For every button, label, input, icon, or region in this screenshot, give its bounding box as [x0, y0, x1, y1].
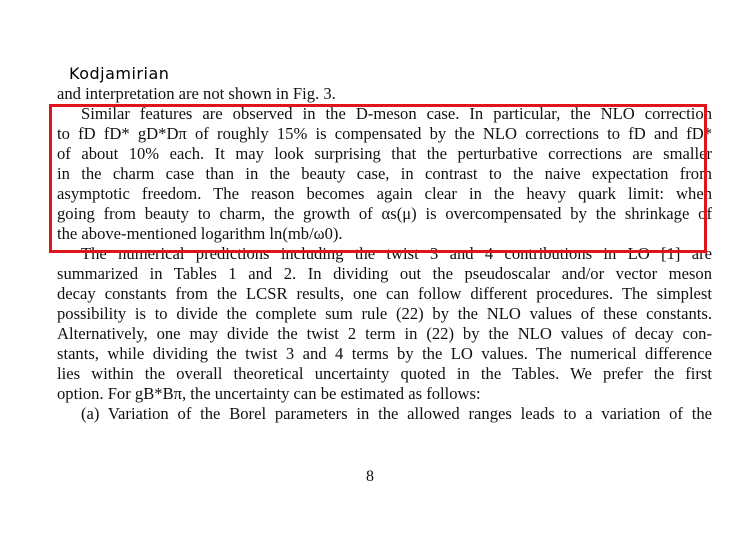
page-number: 8 [366, 468, 374, 485]
text-line: decay constants from the LCSR results, one can follow different procedures. The simplest [57, 284, 712, 303]
text-line: the above-mentioned logarithm ln(mb/ω0). [57, 224, 343, 243]
text-line: summarized in Tables 1 and 2. In dividing out the pseudoscalar and/or vector meson [57, 264, 712, 283]
text-line: asymptotic freedom. The reason becomes again clear in the heavy quark limit: when [57, 184, 712, 203]
text-line: lies within the overall theoretical uncertainty quoted in the Tables. We prefer the first [57, 364, 712, 383]
text-line: to fD fD* gD*Dπ of roughly 15% is compensated by the NLO corrections to fD and fD* [57, 124, 712, 143]
text-line: Alternatively, one may divide the twist 2 term in (22) by the NLO values of decay con- [57, 324, 712, 343]
paragraph-dmeson [57, 104, 712, 244]
text-line: of about 10% each. It may look surprising that the perturbative corrections are smaller [57, 144, 712, 163]
author-label: Kodjamirian [69, 64, 170, 83]
paragraph-numerical [57, 244, 712, 404]
text-line: option. For gB*Bπ, the uncertainty can be estimated as follows: [57, 384, 481, 403]
text-line: in the charm case than in the beauty case, in contrast to the naive expectation from [57, 164, 712, 183]
list-item-a [57, 404, 712, 424]
text-line: The numerical predictions including the twist 3 and 4 contributions in LO [1] are [81, 244, 712, 263]
text-line: Similar features are observed in the D-meson case. In particular, the NLO correction [81, 104, 712, 123]
text-line: (a) Variation of the Borel parameters in the allowed ranges leads to a variation of the [81, 404, 712, 423]
cutoff-line: and interpretation are not shown in Fig. 3. [57, 84, 336, 103]
text-line: stants, while dividing the twist 3 and 4 terms by the LO values. The numerical difference [57, 344, 712, 363]
paper-page [57, 84, 712, 424]
text-line: possibility is to divide the complete sum rule (22) by the NLO values of these constants. [57, 304, 712, 323]
text-line: going from beauty to charm, the growth of αs(μ) is overcompensated by the shrinkage of [57, 204, 712, 223]
